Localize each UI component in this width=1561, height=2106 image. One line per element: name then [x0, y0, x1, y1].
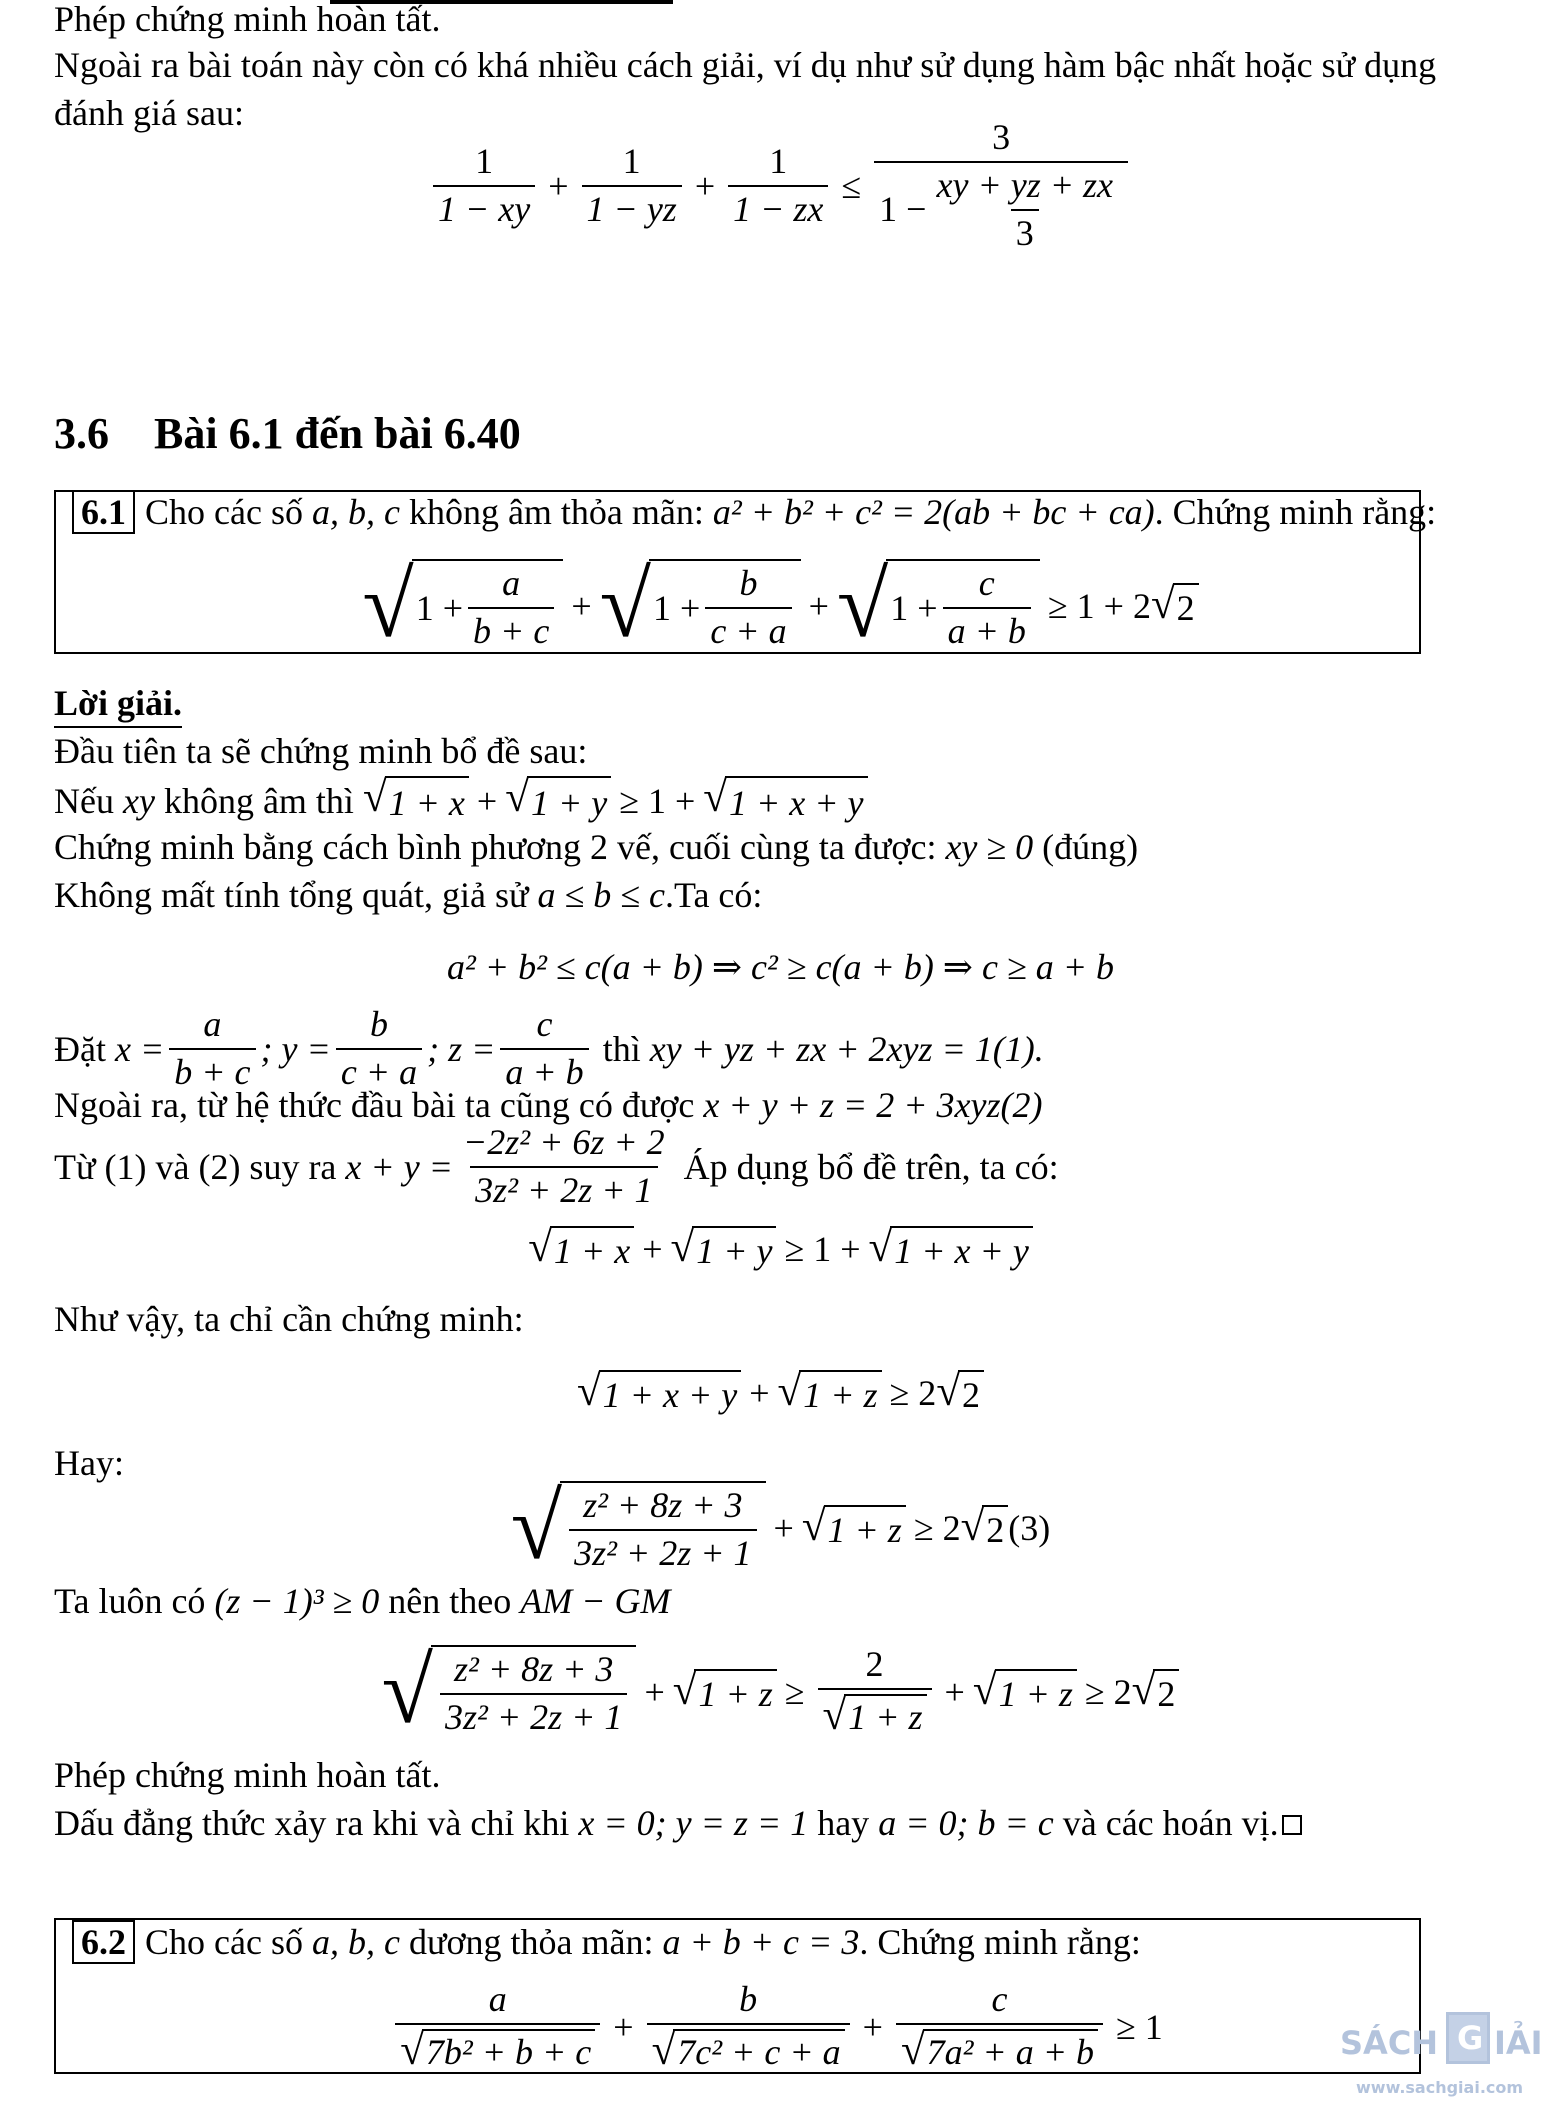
intro-line-3: đánh giá sau: [54, 93, 244, 133]
solution-line-8: Như vậy, ta chỉ cần chứng minh: [54, 1299, 524, 1339]
solution-line-4: Không mất tính tổng quát, giả sử a ≤ b ≤ c.Ta có: [54, 875, 763, 915]
solution-heading: Lời giải. [54, 680, 182, 726]
watermark-brand-right: IẢI [1494, 2024, 1543, 2062]
section-heading [54, 408, 521, 459]
sachgiai-watermark [1340, 1998, 1558, 2102]
watermark-brand-left: SÁCH [1340, 2024, 1439, 2062]
solution-equation-2: √ 1 + x + √ 1 + y ≥ 1 + √ 1 + x + y [0, 1222, 1561, 1276]
solution-line-11: Phép chứng minh hoàn tất. [54, 1755, 441, 1795]
solution-line-2: Nếu xy không âm thì √ 1 + x + √ 1 + y ≥ 1 + √ 1 + x + y [54, 776, 868, 826]
fraction: $\frac{1}{1 - zx}$ [728, 143, 828, 229]
solution-line-3: Chứng minh bằng cách bình phương 2 vế, cuối cùng ta được: xy ≥ 0 (đúng) [54, 827, 1139, 867]
solution-line-12: Dấu đẳng thức xảy ra khi và chỉ khi x = 0; y = z = 1 hay a = 0; b = c và các hoán vị. [54, 1800, 1302, 1846]
problem-6-2-equation: a √ 7b² + b + c + b √ 7c² + c + a + c √ 7a² + a + b ≥ 1 [0, 1980, 1561, 2074]
intro-line-1: Phép chứng minh hoàn tất. [54, 0, 441, 39]
solution-line-1: Đầu tiên ta sẽ chứng minh bổ đề sau: [54, 731, 588, 771]
fraction: $\frac{1}{1 - xy}$ [433, 143, 535, 229]
sqrt: √ 1 + $\frac{b}{c + a}$ [600, 559, 801, 653]
fraction: 3 1 − $\frac{xy + yz + zx}{3}$ [874, 119, 1128, 252]
sqrt: √ 1 + $\frac{a}{b + c}$ [362, 559, 563, 653]
solution-line-9: Hay: [54, 1443, 124, 1483]
qed-square-icon [1282, 1815, 1302, 1835]
section-number: 3.6 [54, 409, 109, 458]
solution-equation-4: √ $\frac{\text{z² + 8z + 3}}{\text{3z² + 2z + 1}}$ + √ 1 + z ≥ 2 √ 2 (3) [510, 1476, 1051, 1580]
watermark-url: www.sachgiai.com [1356, 2078, 1524, 2097]
solution-line-10: Ta luôn có (z − 1)³ ≥ 0 nên theo AM − GM [54, 1581, 671, 1621]
section-title: Bài 6.1 đến bài 6.40 [154, 409, 521, 458]
plus-sign: + [548, 166, 569, 206]
solution-line-6: Ngoài ra, từ hệ thức đầu bài ta cũng có được x + y + z = 2 + 3xyz(2) [54, 1085, 1043, 1125]
watermark-logo-icon: G [1446, 2012, 1490, 2064]
sqrt: √ 2 [1151, 583, 1199, 629]
problem-label: 6.1 [72, 490, 135, 534]
problem-6-1-equation: √ 1 + $\frac{a}{b + c}$ + √ 1 + $\frac{b}{c + a}$ + √ 1 + $\frac{c}{a + b}$ ≥ 1 + 2 √ 2 [0, 558, 1561, 654]
solution-line-7: Từ (1) và (2) suy ra x + y = $\frac{\text{−2z² + 6z + 2}}{\text{3z² + 2z + 1}}$ Áp dụng bổ đề trên, ta có: [54, 1122, 1059, 1210]
problem-6-2-statement: 6.2 Cho các số a, b, c dương thỏa mãn: a + b + c = 3. Chứng minh rằng: [72, 1920, 1141, 1964]
solution-equation-5: √ $\frac{\text{z² + 8z + 3}}{\text{3z² + 2z + 1}}$ + √ 1 + z ≥ 2 √ 1 + z + √ 1 + z ≥ 2 √ 2 [0, 1640, 1561, 1744]
plus-sign: + [694, 166, 716, 206]
solution-line-5: Đặt x = $\frac{a}{b + c}$ ; y = $\frac{b}{c + a}$ ; z = $\frac{c}{a + b}$ thì xy + yz + zx + 2xyz = 1(1). [54, 1004, 1044, 1092]
problem-6-1-statement: 6.1 Cho các số a, b, c không âm thỏa mãn: a² + b² + c² = 2(ab + bc + ca). Chứng minh rằng: [72, 490, 1436, 534]
sqrt: √ 1 + $\frac{c}{a + b}$ [837, 559, 1040, 653]
intro-line-2: Ngoài ra bài toán này còn có khá nhiều cách giải, ví dụ như sử dụng hàm bậc nhất hoặc sử dụng [54, 45, 1437, 85]
relation-sign: ≤ [841, 166, 862, 206]
solution-equation-3: √ 1 + x + y + √ 1 + z ≥ 2 √ 2 [0, 1366, 1561, 1420]
problem-label: 6.2 [72, 1920, 135, 1964]
intro-equation [0, 117, 1561, 253]
solution-equation-1: a² + b² ≤ c(a + b) ⇒ c² ≥ c(a + b) ⇒ c ≥ a + b [446, 947, 1115, 987]
fraction: $\frac{1}{1 - yz}$ [582, 143, 682, 229]
